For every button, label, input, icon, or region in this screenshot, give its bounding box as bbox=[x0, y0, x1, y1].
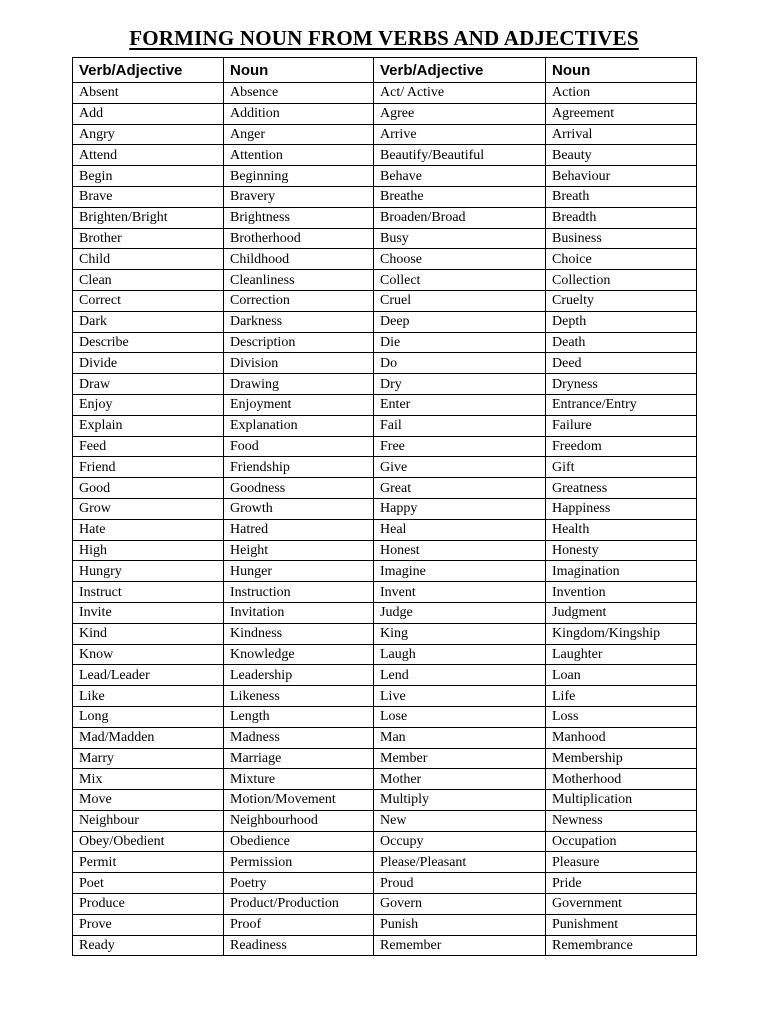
table-row bbox=[73, 124, 697, 145]
cell-noun: Choice bbox=[546, 249, 697, 270]
cell-verb-adjective: Marry bbox=[73, 748, 224, 769]
cell-noun: Happiness bbox=[546, 498, 697, 519]
cell-noun: Readiness bbox=[224, 935, 374, 956]
table-row bbox=[73, 103, 697, 124]
cell-verb-adjective: Dry bbox=[374, 374, 546, 395]
cell-noun: Description bbox=[224, 332, 374, 353]
table-row bbox=[73, 290, 697, 311]
cell-verb-adjective: Lose bbox=[374, 706, 546, 727]
cell-noun: Motherhood bbox=[546, 769, 697, 790]
cell-verb-adjective: Fail bbox=[374, 415, 546, 436]
cell-verb-adjective: Permit bbox=[73, 852, 224, 873]
cell-noun: Leadership bbox=[224, 665, 374, 686]
table-row bbox=[73, 498, 697, 519]
cell-verb-adjective: Enter bbox=[374, 394, 546, 415]
cell-verb-adjective: Broaden/Broad bbox=[374, 207, 546, 228]
table-row bbox=[73, 457, 697, 478]
cell-verb-adjective: Feed bbox=[73, 436, 224, 457]
cell-verb-adjective: Divide bbox=[73, 353, 224, 374]
table-row bbox=[73, 207, 697, 228]
cell-verb-adjective: Produce bbox=[73, 894, 224, 915]
cell-noun: Collection bbox=[546, 270, 697, 291]
cell-noun: Laughter bbox=[546, 644, 697, 665]
cell-verb-adjective: Mother bbox=[374, 769, 546, 790]
header-noun-1: Noun bbox=[224, 58, 374, 83]
table-row bbox=[73, 186, 697, 207]
word-table bbox=[72, 57, 697, 956]
cell-verb-adjective: Brave bbox=[73, 186, 224, 207]
cell-verb-adjective: Breathe bbox=[374, 186, 546, 207]
cell-verb-adjective: Collect bbox=[374, 270, 546, 291]
cell-verb-adjective: Govern bbox=[374, 894, 546, 915]
cell-verb-adjective: Good bbox=[73, 478, 224, 499]
cell-noun: Behaviour bbox=[546, 166, 697, 187]
table-row bbox=[73, 706, 697, 727]
cell-verb-adjective: Grow bbox=[73, 498, 224, 519]
table-row bbox=[73, 436, 697, 457]
cell-noun: Loss bbox=[546, 706, 697, 727]
cell-noun: Division bbox=[224, 353, 374, 374]
cell-verb-adjective: Neighbour bbox=[73, 810, 224, 831]
cell-noun: Greatness bbox=[546, 478, 697, 499]
table-row bbox=[73, 415, 697, 436]
cell-noun: Invitation bbox=[224, 602, 374, 623]
table-row bbox=[73, 810, 697, 831]
cell-verb-adjective: Proud bbox=[374, 873, 546, 894]
header-verb-adjective-1: Verb/Adjective bbox=[73, 58, 224, 83]
cell-noun: Occupation bbox=[546, 831, 697, 852]
cell-verb-adjective: Poet bbox=[73, 873, 224, 894]
cell-noun: Bravery bbox=[224, 186, 374, 207]
cell-verb-adjective: Hate bbox=[73, 519, 224, 540]
cell-verb-adjective: Multiply bbox=[374, 790, 546, 811]
cell-noun: Goodness bbox=[224, 478, 374, 499]
cell-verb-adjective: Free bbox=[374, 436, 546, 457]
cell-verb-adjective: Add bbox=[73, 103, 224, 124]
cell-noun: Dryness bbox=[546, 374, 697, 395]
cell-verb-adjective: Choose bbox=[374, 249, 546, 270]
cell-noun: Manhood bbox=[546, 727, 697, 748]
cell-verb-adjective: Remember bbox=[374, 935, 546, 956]
cell-verb-adjective: Lead/Leader bbox=[73, 665, 224, 686]
cell-verb-adjective: Great bbox=[374, 478, 546, 499]
cell-verb-adjective: Attend bbox=[73, 145, 224, 166]
table-row bbox=[73, 374, 697, 395]
cell-noun: Product/Production bbox=[224, 894, 374, 915]
header-row bbox=[73, 58, 697, 83]
cell-verb-adjective: Enjoy bbox=[73, 394, 224, 415]
cell-noun: Membership bbox=[546, 748, 697, 769]
table-row bbox=[73, 665, 697, 686]
cell-verb-adjective: Long bbox=[73, 706, 224, 727]
cell-verb-adjective: New bbox=[374, 810, 546, 831]
cell-noun: Beauty bbox=[546, 145, 697, 166]
cell-noun: Deed bbox=[546, 353, 697, 374]
cell-noun: Invention bbox=[546, 582, 697, 603]
table-row bbox=[73, 602, 697, 623]
cell-noun: Newness bbox=[546, 810, 697, 831]
cell-verb-adjective: Member bbox=[374, 748, 546, 769]
cell-verb-adjective: Ready bbox=[73, 935, 224, 956]
cell-verb-adjective: Heal bbox=[374, 519, 546, 540]
table-row bbox=[73, 270, 697, 291]
cell-verb-adjective: Brighten/Bright bbox=[73, 207, 224, 228]
cell-verb-adjective: Invite bbox=[73, 602, 224, 623]
table-row bbox=[73, 873, 697, 894]
cell-noun: Hunger bbox=[224, 561, 374, 582]
cell-noun: Life bbox=[546, 686, 697, 707]
cell-noun: Imagination bbox=[546, 561, 697, 582]
table-row bbox=[73, 394, 697, 415]
cell-noun: Food bbox=[224, 436, 374, 457]
cell-noun: Death bbox=[546, 332, 697, 353]
cell-noun: Arrival bbox=[546, 124, 697, 145]
cell-noun: Business bbox=[546, 228, 697, 249]
cell-noun: Cleanliness bbox=[224, 270, 374, 291]
cell-verb-adjective: Describe bbox=[73, 332, 224, 353]
cell-noun: Correction bbox=[224, 290, 374, 311]
table-row bbox=[73, 894, 697, 915]
cell-noun: Breadth bbox=[546, 207, 697, 228]
cell-verb-adjective: Die bbox=[374, 332, 546, 353]
cell-noun: Loan bbox=[546, 665, 697, 686]
cell-verb-adjective: Move bbox=[73, 790, 224, 811]
cell-noun: Attention bbox=[224, 145, 374, 166]
cell-noun: Kingdom/Kingship bbox=[546, 623, 697, 644]
cell-verb-adjective: Like bbox=[73, 686, 224, 707]
cell-verb-adjective: Cruel bbox=[374, 290, 546, 311]
table-header bbox=[73, 58, 697, 83]
cell-verb-adjective: Occupy bbox=[374, 831, 546, 852]
cell-noun: Likeness bbox=[224, 686, 374, 707]
cell-noun: Brightness bbox=[224, 207, 374, 228]
cell-noun: Pride bbox=[546, 873, 697, 894]
cell-verb-adjective: Judge bbox=[374, 602, 546, 623]
cell-noun: Judgment bbox=[546, 602, 697, 623]
cell-verb-adjective: Begin bbox=[73, 166, 224, 187]
cell-noun: Agreement bbox=[546, 103, 697, 124]
cell-verb-adjective: Absent bbox=[73, 83, 224, 104]
table-row bbox=[73, 332, 697, 353]
cell-verb-adjective: Man bbox=[374, 727, 546, 748]
cell-noun: Breath bbox=[546, 186, 697, 207]
cell-verb-adjective: Act/ Active bbox=[374, 83, 546, 104]
cell-noun: Friendship bbox=[224, 457, 374, 478]
cell-noun: Darkness bbox=[224, 311, 374, 332]
cell-noun: Neighbourhood bbox=[224, 810, 374, 831]
table-row bbox=[73, 748, 697, 769]
table-row bbox=[73, 644, 697, 665]
cell-noun: Government bbox=[546, 894, 697, 915]
table-row bbox=[73, 852, 697, 873]
cell-verb-adjective: Prove bbox=[73, 914, 224, 935]
cell-verb-adjective: Imagine bbox=[374, 561, 546, 582]
cell-verb-adjective: Brother bbox=[73, 228, 224, 249]
cell-verb-adjective: Mix bbox=[73, 769, 224, 790]
cell-noun: Brotherhood bbox=[224, 228, 374, 249]
header-noun-2: Noun bbox=[546, 58, 697, 83]
table-row bbox=[73, 228, 697, 249]
cell-verb-adjective: Do bbox=[374, 353, 546, 374]
cell-noun: Marriage bbox=[224, 748, 374, 769]
cell-noun: Madness bbox=[224, 727, 374, 748]
cell-verb-adjective: Behave bbox=[374, 166, 546, 187]
cell-verb-adjective: Agree bbox=[374, 103, 546, 124]
cell-verb-adjective: Correct bbox=[73, 290, 224, 311]
header-verb-adjective-2: Verb/Adjective bbox=[374, 58, 546, 83]
cell-noun: Childhood bbox=[224, 249, 374, 270]
cell-verb-adjective: Dark bbox=[73, 311, 224, 332]
cell-noun: Enjoyment bbox=[224, 394, 374, 415]
cell-noun: Beginning bbox=[224, 166, 374, 187]
cell-verb-adjective: Clean bbox=[73, 270, 224, 291]
cell-verb-adjective: Know bbox=[73, 644, 224, 665]
cell-verb-adjective: Please/Pleasant bbox=[374, 852, 546, 873]
table-row bbox=[73, 478, 697, 499]
table-row bbox=[73, 727, 697, 748]
cell-noun: Instruction bbox=[224, 582, 374, 603]
table-row bbox=[73, 769, 697, 790]
cell-verb-adjective: Draw bbox=[73, 374, 224, 395]
cell-verb-adjective: Angry bbox=[73, 124, 224, 145]
cell-noun: Honesty bbox=[546, 540, 697, 561]
cell-verb-adjective: Honest bbox=[374, 540, 546, 561]
cell-verb-adjective: Kind bbox=[73, 623, 224, 644]
table-row bbox=[73, 831, 697, 852]
cell-verb-adjective: Mad/Madden bbox=[73, 727, 224, 748]
table-row bbox=[73, 790, 697, 811]
cell-noun: Gift bbox=[546, 457, 697, 478]
cell-verb-adjective: Give bbox=[374, 457, 546, 478]
cell-noun: Punishment bbox=[546, 914, 697, 935]
cell-noun: Explanation bbox=[224, 415, 374, 436]
cell-noun: Absence bbox=[224, 83, 374, 104]
cell-noun: Pleasure bbox=[546, 852, 697, 873]
table-row bbox=[73, 166, 697, 187]
cell-noun: Remembrance bbox=[546, 935, 697, 956]
cell-verb-adjective: Child bbox=[73, 249, 224, 270]
table-row bbox=[73, 540, 697, 561]
cell-verb-adjective: Beautify/Beautiful bbox=[374, 145, 546, 166]
cell-verb-adjective: Instruct bbox=[73, 582, 224, 603]
table-row bbox=[73, 623, 697, 644]
cell-verb-adjective: Friend bbox=[73, 457, 224, 478]
cell-verb-adjective: Busy bbox=[374, 228, 546, 249]
cell-noun: Depth bbox=[546, 311, 697, 332]
cell-verb-adjective: Live bbox=[374, 686, 546, 707]
page-title: FORMING NOUN FROM VERBS AND ADJECTIVES bbox=[129, 26, 639, 50]
cell-verb-adjective: Hungry bbox=[73, 561, 224, 582]
cell-noun: Obedience bbox=[224, 831, 374, 852]
cell-noun: Action bbox=[546, 83, 697, 104]
cell-noun: Addition bbox=[224, 103, 374, 124]
table-row bbox=[73, 249, 697, 270]
cell-noun: Height bbox=[224, 540, 374, 561]
cell-verb-adjective: High bbox=[73, 540, 224, 561]
table-row bbox=[73, 914, 697, 935]
cell-verb-adjective: Invent bbox=[374, 582, 546, 603]
cell-verb-adjective: King bbox=[374, 623, 546, 644]
cell-noun: Length bbox=[224, 706, 374, 727]
cell-verb-adjective: Explain bbox=[73, 415, 224, 436]
table-row bbox=[73, 561, 697, 582]
cell-noun: Poetry bbox=[224, 873, 374, 894]
cell-verb-adjective: Lend bbox=[374, 665, 546, 686]
table-row bbox=[73, 686, 697, 707]
cell-noun: Permission bbox=[224, 852, 374, 873]
cell-noun: Multiplication bbox=[546, 790, 697, 811]
table-row bbox=[73, 311, 697, 332]
table-row bbox=[73, 83, 697, 104]
cell-verb-adjective: Punish bbox=[374, 914, 546, 935]
cell-verb-adjective: Arrive bbox=[374, 124, 546, 145]
table-row bbox=[73, 935, 697, 956]
cell-noun: Freedom bbox=[546, 436, 697, 457]
table-row bbox=[73, 145, 697, 166]
table-row bbox=[73, 582, 697, 603]
cell-noun: Health bbox=[546, 519, 697, 540]
table-row bbox=[73, 353, 697, 374]
cell-verb-adjective: Laugh bbox=[374, 644, 546, 665]
cell-noun: Cruelty bbox=[546, 290, 697, 311]
table-body bbox=[73, 83, 697, 956]
cell-verb-adjective: Happy bbox=[374, 498, 546, 519]
cell-verb-adjective: Deep bbox=[374, 311, 546, 332]
cell-verb-adjective: Obey/Obedient bbox=[73, 831, 224, 852]
cell-noun: Kindness bbox=[224, 623, 374, 644]
cell-noun: Proof bbox=[224, 914, 374, 935]
cell-noun: Drawing bbox=[224, 374, 374, 395]
cell-noun: Hatred bbox=[224, 519, 374, 540]
cell-noun: Entrance/Entry bbox=[546, 394, 697, 415]
cell-noun: Growth bbox=[224, 498, 374, 519]
cell-noun: Mixture bbox=[224, 769, 374, 790]
cell-noun: Anger bbox=[224, 124, 374, 145]
cell-noun: Knowledge bbox=[224, 644, 374, 665]
cell-noun: Motion/Movement bbox=[224, 790, 374, 811]
cell-noun: Failure bbox=[546, 415, 697, 436]
table-row bbox=[73, 519, 697, 540]
